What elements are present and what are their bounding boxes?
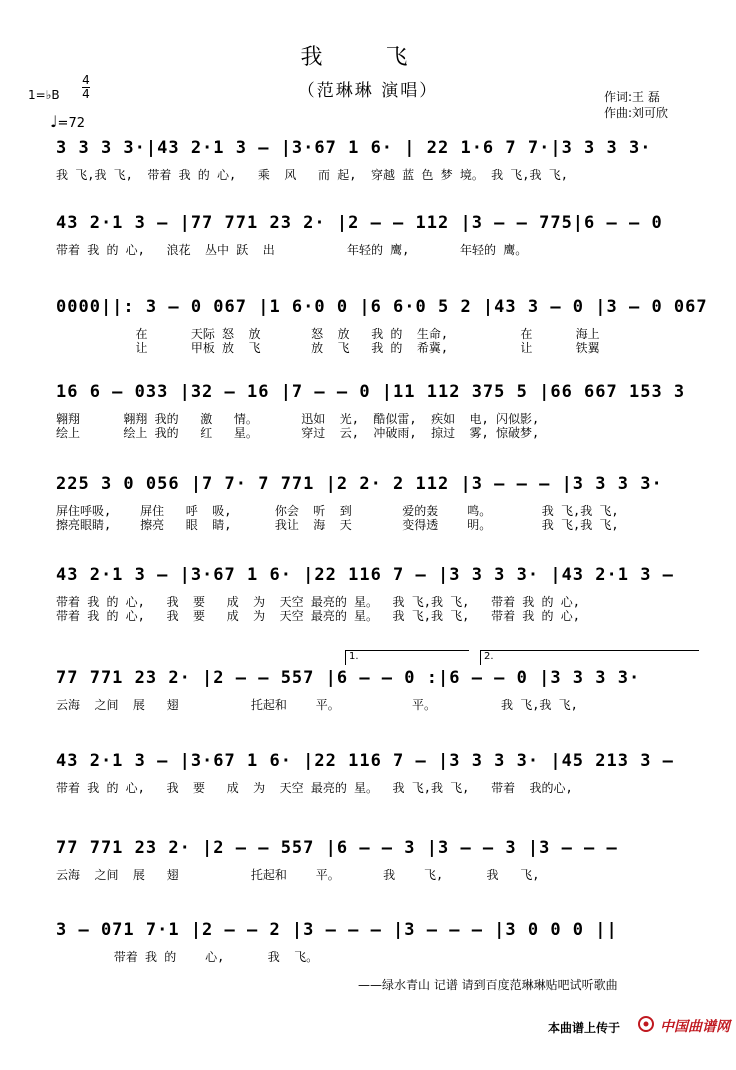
meter-bottom: 4	[82, 87, 90, 101]
lyric-line-verse1: 在 天际 怒 放 怒 放 我 的 生命, 在 海上	[56, 327, 600, 341]
lyric-line: 带着 我 的 心, 浪花 丛中 跃 出 年轻的 鹰, 年轻的 鹰。	[56, 243, 528, 257]
lyric-line: 云海 之间 展 翅 托起和 平。 平。 我 飞,我 飞,	[56, 698, 578, 712]
lyric-line-verse2: 绘上 绘上 我的 红 星。 穿过 云, 冲破雨, 掠过 雾, 惊破梦,	[56, 426, 540, 440]
lyric-line-verse2: 让 甲板 放 飞 放 飞 我 的 希冀, 让 铁翼	[56, 341, 600, 355]
volta-first-ending: 1.	[345, 650, 469, 665]
notes-line: 3 – 071 7·1 |2 – – 2 |3 – – – |3 – – – |3 0 0 0 ||	[56, 920, 618, 940]
notes-line: 0000||: 3 – 0 067 |1 6·0 0 |6 6·0 5 2 |43 3 – 0 |3 – 0 067	[56, 297, 708, 317]
volta-second-ending: 2.	[480, 650, 699, 665]
notes-line: 43 2·1 3 – |3·67 1 6· |22 116 7 – |3 3 3 3· |43 2·1 3 –	[56, 565, 674, 585]
notes-line: 16 6 – 033 |32 – 16 |7 – – 0 |11 112 375 5 |66 667 153 3	[56, 382, 686, 402]
lyric-line: 云海 之间 展 翅 托起和 平。 我 飞, 我 飞,	[56, 868, 540, 882]
tempo-marking	[50, 112, 85, 131]
notes-line: 77 771 23 2· |2 – – 557 |6 – – 3 |3 – – 3 |3 – – –	[56, 838, 618, 858]
lyric-line: 带着 我 的 心, 我 飞。	[56, 950, 319, 964]
lyric-line-verse1: 屏住呼吸, 屏住 呼 吸, 你会 听 到 爱的轰 鸣。 我 飞,我 飞,	[56, 504, 619, 518]
lyric-line: 我 飞,我 飞, 带着 我 的 心, 乘 风 而 起, 穿越 蓝 色 梦 境。 我 飞,我 飞,	[56, 168, 568, 182]
song-subtitle: （范琳琳 演唱）	[297, 81, 439, 101]
lyric-line-verse1: 带着 我 的 心, 我 要 成 为 天空 最亮的 星。 我 飞,我 飞, 带着 我 的 心,	[56, 595, 580, 609]
lyric-line-verse2: 带着 我 的 心, 我 要 成 为 天空 最亮的 星。 我 飞,我 飞, 带着 我 的 心,	[56, 609, 580, 623]
notes-line: 43 2·1 3 – |77 771 23 2· |2 – – 112 |3 – – 775|6 – – 0	[56, 213, 663, 233]
notes-line: 3 3 3 3·|43 2·1 3 – |3·67 1 6· | 22 1·6 7 7·|3 3 3 3·	[56, 138, 652, 158]
notes-line: 43 2·1 3 – |3·67 1 6· |22 116 7 – |3 3 3 3· |45 213 3 –	[56, 751, 674, 771]
transcriber-note: ——绿水青山 记谱 请到百度范琳琳贴吧试听歌曲	[358, 978, 618, 992]
lyric-line: 带着 我 的 心, 我 要 成 为 天空 最亮的 星。 我 飞,我 飞, 带着 我的心,	[56, 781, 573, 795]
lyricist-credit: 作词:王 磊	[604, 90, 660, 104]
song-title: 我 飞	[300, 45, 436, 70]
composer-credit: 作曲:刘可欣	[604, 106, 669, 120]
upload-label: 本曲谱上传于	[548, 1021, 621, 1035]
site-logo-icon	[638, 1016, 656, 1032]
site-logo[interactable]: 中国曲谱网	[660, 1019, 730, 1035]
time-signature	[82, 74, 90, 101]
lyric-line-verse2: 擦亮眼睛, 擦亮 眼 睛, 我让 海 天 变得透 明。 我 飞,我 飞,	[56, 518, 619, 532]
key-signature: 1=♭B	[28, 88, 60, 102]
meter-top: 4	[82, 73, 90, 87]
lyric-line-verse1: 翱翔 翱翔 我的 激 情。 迅如 光, 酷似雷, 疾如 电, 闪似影,	[56, 412, 540, 426]
tempo-value: =72	[57, 116, 85, 131]
quarter-note-icon: ♩	[50, 112, 58, 131]
notes-line: 77 771 23 2· |2 – – 557 |6 – – 0 :|6 – – 0 |3 3 3 3·	[56, 668, 641, 688]
notes-line: 225 3 0 056 |7 7· 7 771 |2 2· 2 112 |3 – – – |3 3 3 3·	[56, 474, 663, 494]
